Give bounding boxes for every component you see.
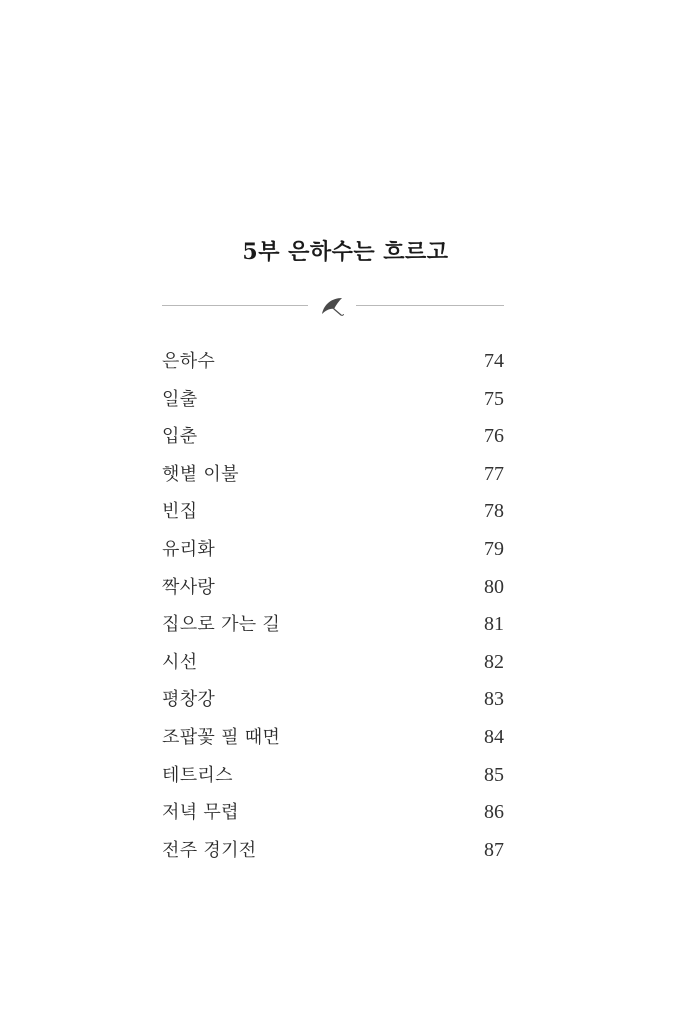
- toc-entry-title: 은하수: [162, 351, 216, 372]
- toc-entry-page: 85: [484, 763, 504, 786]
- toc-entry[interactable]: [162, 606, 504, 644]
- toc-entry[interactable]: [162, 418, 504, 456]
- divider-line-left: [162, 305, 308, 306]
- toc-entry[interactable]: [162, 681, 504, 719]
- toc-entry-page: 80: [484, 575, 504, 598]
- toc-entry[interactable]: [162, 493, 504, 531]
- toc-entry-page: 75: [484, 387, 504, 410]
- toc-entry[interactable]: [162, 644, 504, 682]
- toc-entry-page: 81: [484, 613, 504, 636]
- toc-entry[interactable]: [162, 343, 504, 381]
- toc-entry-title: 일출: [162, 388, 198, 410]
- toc-entry[interactable]: [162, 794, 504, 832]
- toc-entry-page: 79: [484, 537, 504, 560]
- toc-entry[interactable]: [162, 456, 504, 494]
- toc-entry[interactable]: [162, 569, 504, 607]
- section-title: 5부 은하수는 흐르고: [242, 239, 449, 265]
- divider-line-right: [356, 305, 504, 306]
- toc-entry-title: 햇볕 이불: [162, 463, 239, 485]
- toc-entry-page: 83: [484, 688, 504, 711]
- toc-entry[interactable]: [162, 757, 504, 795]
- toc-entry-page: 78: [484, 500, 504, 523]
- toc-entry-title: 빈집: [162, 501, 198, 523]
- toc-entry-title: 조팝꽃 필 때면: [162, 726, 281, 748]
- toc-entry-page: 87: [484, 838, 504, 861]
- umbrella-icon: [320, 294, 346, 318]
- toc-entry-page: 76: [484, 425, 504, 448]
- toc-entry[interactable]: [162, 531, 504, 569]
- toc-entry-page: 77: [484, 462, 504, 485]
- toc-entry-title: 전주 경기전: [162, 839, 257, 861]
- title-divider: [162, 292, 504, 320]
- toc-entry-title: 입춘: [162, 426, 198, 448]
- toc-entry-page: 86: [484, 801, 504, 824]
- toc-entry[interactable]: [162, 832, 504, 870]
- toc-entry-title: 짝사랑: [162, 576, 216, 598]
- toc-entry[interactable]: [162, 719, 504, 757]
- toc-entry[interactable]: [162, 381, 504, 419]
- toc-entry-page: 74: [484, 350, 504, 372]
- toc-entry-title: 집으로 가는 길: [162, 614, 281, 636]
- table-of-contents: [162, 343, 504, 869]
- toc-entry-page: 82: [484, 650, 504, 673]
- toc-entry-title: 평창강: [162, 689, 216, 711]
- toc-entry-page: 84: [484, 725, 504, 748]
- toc-entry-title: 시선: [162, 651, 198, 673]
- toc-entry-title: 테트리스: [162, 764, 233, 786]
- toc-entry-title: 유리화: [162, 538, 216, 560]
- toc-entry-title: 저녁 무렵: [162, 802, 239, 824]
